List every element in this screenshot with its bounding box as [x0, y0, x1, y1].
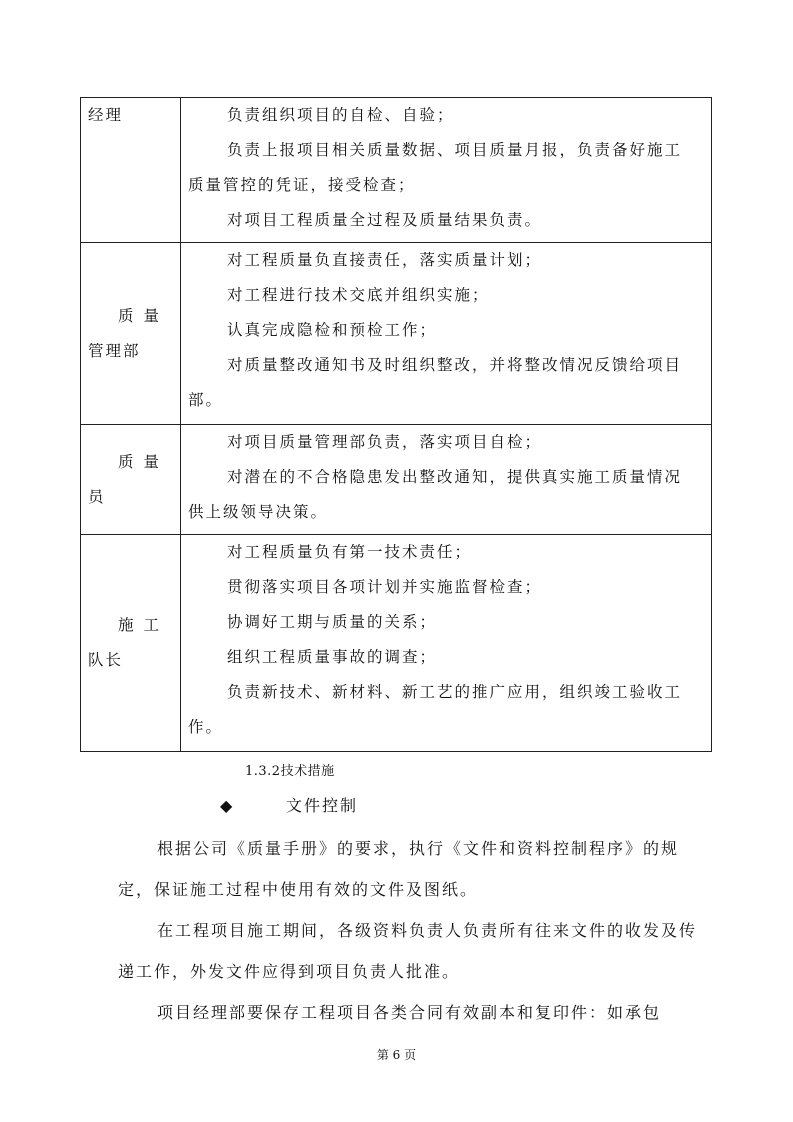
responsibility-line: 对项目工程质量全过程及质量结果负责。 — [227, 211, 543, 229]
responsibility-cell — [181, 98, 712, 243]
page-number: 第 6 页 — [376, 1048, 417, 1062]
paragraph: 项目经理部要保存工程项目各类合同有效副本和复印件：如承包 — [157, 1003, 662, 1022]
diamond-bullet-icon: ◆ — [220, 796, 233, 815]
paragraph: 根据公司《质量手册》的要求，执行《文件和资料控制程序》的规定，保证施工过程中使用有效的文件及图纸。 — [118, 839, 680, 899]
responsibility-cell — [181, 535, 712, 752]
bullet-heading — [220, 793, 358, 816]
table-row — [81, 425, 712, 535]
responsibility-cell — [181, 425, 712, 535]
responsibility-line: 对潜在的不合格隐患发出整改通知，提供真实施工质量情况 — [227, 468, 683, 486]
role-label — [81, 98, 181, 243]
responsibility-line: 对工程进行技术交底并组织实施； — [227, 286, 490, 304]
paragraph: 在工程项目施工期间，各级资料负责人负责所有往来文件的收发及传递工作，外发文件应得到项目负责人批准。 — [118, 921, 698, 981]
role-label-line: 经理 — [88, 106, 124, 124]
responsibility-line: 贯彻落实项目各项计划并实施监督检查； — [227, 578, 543, 596]
responsibility-line: 对质量整改通知书及时组织整改，并将整改情况反馈给项目 — [227, 356, 683, 374]
responsibility-line: 认真完成隐检和预检工作； — [227, 321, 438, 339]
responsibility-line: 对工程质量负直接责任，落实质量计划； — [227, 251, 543, 269]
bullet-heading-text: 文件控制 — [286, 796, 359, 815]
table-row — [81, 243, 712, 425]
section-heading: 1.3.2技术措施 — [245, 764, 335, 779]
responsibility-line: 对项目质量管理部负责，落实项目自检； — [227, 433, 543, 451]
table-row — [81, 535, 712, 752]
responsibility-line: 作。 — [188, 718, 224, 736]
responsibility-line: 质量管控的凭证，接受检查； — [188, 176, 416, 194]
responsibility-line: 负责上报项目相关质量数据、项目质量月报，负责备好施工 — [227, 141, 683, 159]
responsibility-line: 负责组织项目的自检、自验； — [227, 106, 455, 124]
role-label — [81, 425, 181, 535]
responsibility-line: 对工程质量负有第一技术责任； — [227, 543, 473, 561]
responsibility-line: 负责新技术、新材料、新工艺的推广应用，组织竣工验收工 — [227, 683, 683, 701]
role-label-line: 质量 — [118, 452, 170, 471]
table-row — [81, 98, 712, 243]
role-label — [81, 535, 181, 752]
responsibility-line: 协调好工期与质量的关系； — [227, 613, 438, 631]
responsibility-line: 组织工程质量事故的调查； — [227, 648, 438, 666]
body-text — [118, 828, 698, 1033]
role-label-line: 质量 — [118, 306, 170, 325]
responsibility-table — [80, 97, 712, 752]
role-label-line: 员 — [88, 487, 106, 506]
role-label-line: 施工 — [118, 616, 170, 634]
responsibility-line: 部。 — [188, 391, 224, 409]
role-label-line: 管理部 — [88, 341, 141, 360]
role-label-line: 队长 — [88, 651, 124, 669]
responsibility-cell — [181, 243, 712, 425]
responsibility-line: 供上级领导决策。 — [188, 503, 329, 521]
role-label — [81, 243, 181, 425]
